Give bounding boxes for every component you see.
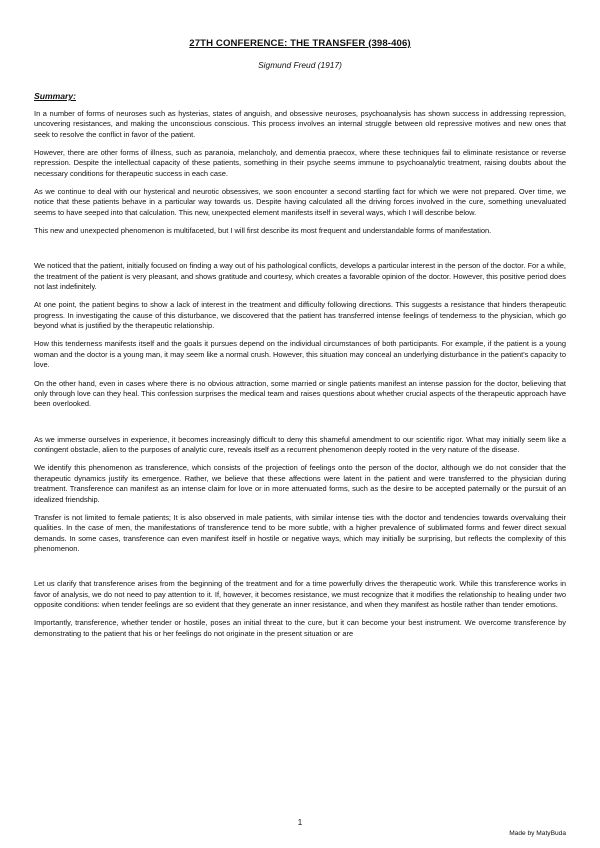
paragraph: Importantly, transference, whether tender or hostile, poses an initial threat to the cure, but it can become your best instrument. We overcome transference by demonstrating to the patient that his or her feelings do not originate in the present situation or are [34, 618, 566, 638]
document-page [34, 38, 566, 639]
summary-heading: Summary: [34, 91, 77, 101]
paragraph: As we immerse ourselves in experience, it becomes increasingly difficult to deny this shameful amendment to our scientific rigor. What may initially seem like a contingent obstacle, alien to the purposes of analytic cure, reveals itself as a recurrent phenomenon deeply rooted in the very nature of the disease. [34, 434, 566, 455]
credit-text: Made by MatyBuda [509, 830, 566, 837]
paragraph: At one point, the patient begins to show a lack of interest in the treatment and difficulty following directions. This suggests a resistance that hinders therapeutic progress. In investigating the cause of this disturbance, we discovered that the patient has transferred intense feelings of tenderness to the physician, which go beyond what is justified by the therapeutic relationship. [34, 300, 566, 331]
paragraph: Transfer is not limited to female patients; It is also observed in male patients, with similar intense ties with the doctor and tendencies towards overvaluing their qualities. In the case of men, the manifestations of transference tend to be more subtle, with a higher prevalence of sublimated forms and fewer direct sexual demands. In some cases, transference can even manifest itself in hostile or negative ways, which may initially be surprising, but reflects the complexity of this phenomenon. [34, 512, 566, 553]
paragraph: On the other hand, even in cases where there is no obvious attraction, some married or single patients manifest an intense passion for the doctor, believing that only through love can they heal. This confession surprises the medical team and raises questions about whether crucial aspects of the therapeutic approach have been overlooked. [34, 378, 566, 409]
document-title: 27TH CONFERENCE: THE TRANSFER (398-406) [189, 38, 411, 49]
paragraph: As we continue to deal with our hysterical and neurotic obsessives, we soon encounter a second startling fact for which we were not prepared. Over time, we notice that these patients behave in a particular way towards us. Despite having calculated all the driving forces involved in the cure, something unevaluated seems to have seeped into that calculation. This new, unexpected element manifests itself in several ways, which I will describe below. [34, 187, 566, 217]
paragraph: How this tenderness manifests itself and the goals it pursues depend on the individual circumstances of both participants. For example, if the patient is a young woman and the doctor is a young man, it may seem like a normal crush. However, this situation may conceal an underlying disturbance in the patient's capacity to love. [34, 339, 566, 370]
document-author: Sigmund Freud (1917) [258, 60, 342, 70]
paragraph: However, there are other forms of illness, such as paranoia, melancholy, and dementia praecox, where these techniques fail to eliminate resistance or reverse repression. Despite the intellectual capacity of these patients, something in their psyche seems immune to psychoanalytic treatment, raising doubts about the necessary conditions for therapeutic success in each case. [34, 148, 566, 178]
page-number: 1 [297, 818, 303, 827]
paragraph: We identify this phenomenon as transference, which consists of the projection of feelings onto the person of the doctor, although we do not consider that the therapeutic dynamics justify its emergence. Rather, we believe that these affections were latent in the patient and were transferred to the physician during treatment. Transference can manifest as an intense claim for love or in more attenuated forms, such as the desire to be accepted paternally or the pursuit of an idealized friendship. [34, 463, 566, 504]
paragraph: Let us clarify that transference arises from the beginning of the treatment and for a time powerfully drives the therapeutic work. While this transference works in favor of analysis, we do not need to pay attention to it. If, however, it becomes resistance, we must recognize that it modifies the relationship to healing under two opposite conditions: when tender feelings are so evident that they generate an inner resistance, and when they manifest as hostile rather than tender emotions. [34, 579, 566, 610]
paragraph: We noticed that the patient, initially focused on finding a way out of his pathological conflicts, develops a particular interest in the person of the doctor. For a while, the treatment of the patient is very pleasant, and shows gratitude and courtesy, which creates a favorable opinion of the doctor. However, this positive period does not last indefinitely. [34, 261, 566, 292]
paragraph: In a number of forms of neuroses such as hysterias, states of anguish, and obsessive neuroses, psychoanalysis has shown success in addressing repression, uncovering resistances, and making the unconscious conscious. This process involves an internal struggle between old repressive motives and new ones that seek to resolve the conflict in favor of the patient. [34, 109, 566, 139]
paragraph: This new and unexpected phenomenon is multifaceted, but I will first describe its most frequent and understandable forms of manifestation. [34, 226, 492, 236]
